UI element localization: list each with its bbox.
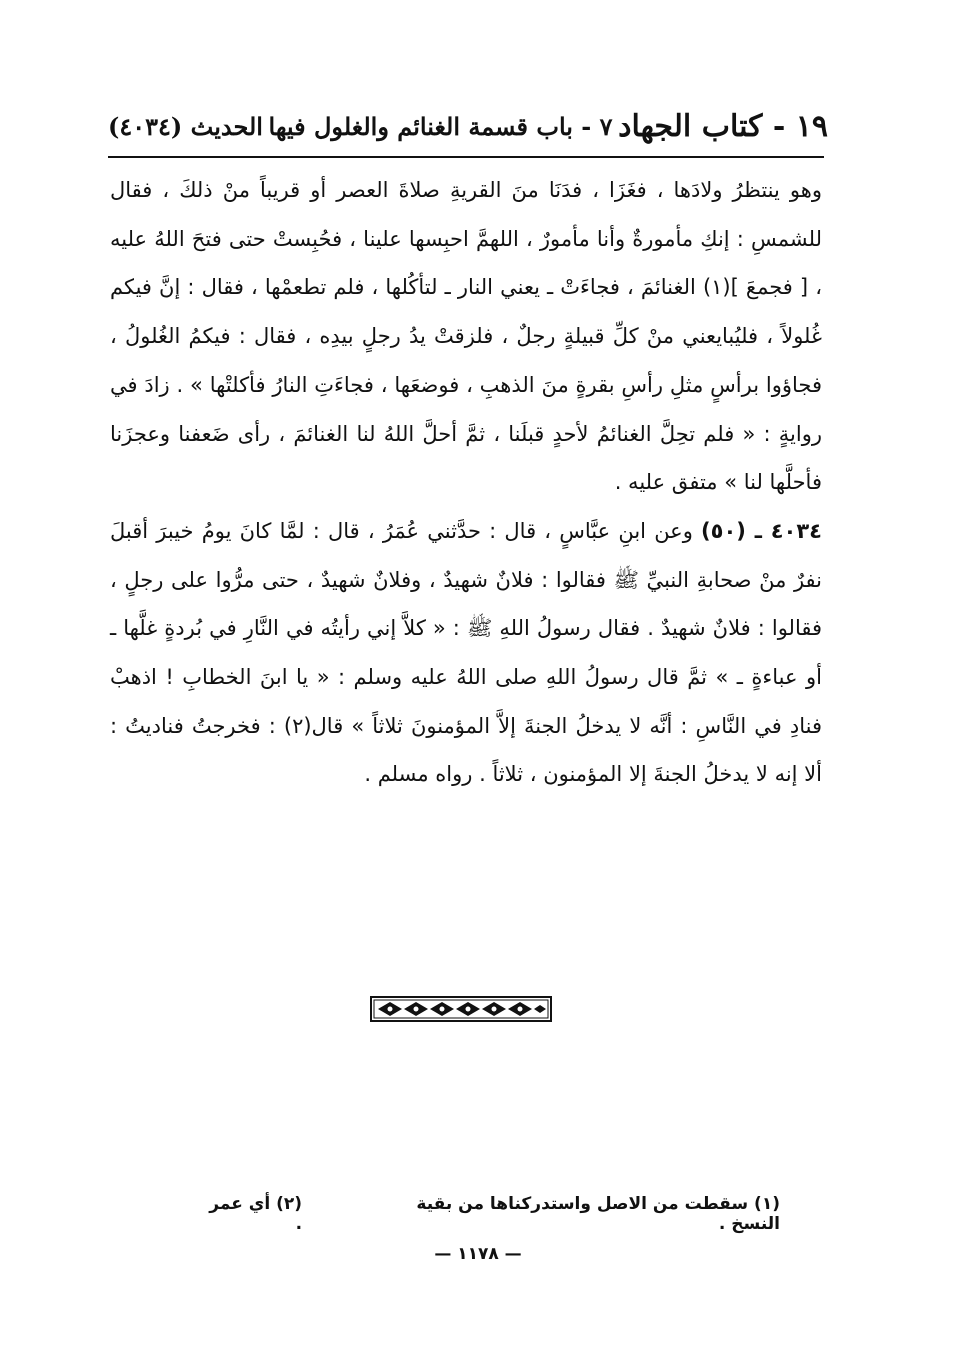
book-title: ١٩ - كتاب الجهاد <box>618 108 828 144</box>
footnotes <box>200 1196 780 1232</box>
hadith-range: الحديث (٤٠٣٤) <box>108 111 263 141</box>
header-rule <box>108 156 824 158</box>
paragraph-continuation: وهو ينتظرُ ولادَها ، فغَزَا ، فدَنَا منَ القريةِ صلاةَ العصر أو قريباً منْ ذلكَ ، فقال للشمسِ : إنكِ مأمورةٌ وأنا مأمورٌ ، اللهمَّ احبِسها علينا ، فحُبِستْ حتى فتحَ اللهُ عليه ، [ فجمعَ ](١) الغنائمَ ، فجاءَتْ ـ يعني النار ـ لتأكُلها ، فلم تطعمْها ، فقال : إنَّ فيكم غُلولاً ، فليُبايعني منْ كلِّ قبيلةٍ رجلٌ ، فلزقتْ يدُ رجلٍ بيدِه ، فقال : فيكمُ الغُلولُ ، فجاؤوا برأسٍ مثلِ رأسِ بقرةٍ منَ الذهبِ ، فوضعَها ، فجاءَتِ النارُ فأكلتْها » . زادَ في روايةٍ : « فلم تحِلَّ الغنائمُ لأحدٍ قبلَنا ، ثمَّ أحلَّ اللهُ لنا الغنائمَ ، رأى ضَعفنا وعجزَنا فأحلَّها لنا » متفق عليه . <box>110 178 823 495</box>
ornamental-divider <box>370 996 552 1022</box>
chapter-title: ٧ - باب قسمة الغنائم والغلول فيها <box>268 111 613 141</box>
hadith-number: ٤٠٣٤ ـ (٥٠) <box>701 518 822 543</box>
footnote-1: (١) سقطت من الاصل واستدركناها من بقية النسخ . <box>416 1194 780 1234</box>
running-header <box>108 100 828 152</box>
ornament-icon <box>370 996 552 1022</box>
paragraph-hadith-4034 <box>110 507 822 799</box>
page-number: — ١١٧٨ — <box>434 1244 522 1264</box>
footnote-2: (٢) أي عمر . <box>209 1194 303 1234</box>
main-text <box>110 166 822 799</box>
hadith-text: وعن ابنِ عبَّاسٍ ، قال : حدَّثني عُمَرُ ، قال : لمَّا كانَ يومُ خيبرَ أقبلَ نفرٌ منْ صحابةِ النبيِّ ﷺ فقالوا : فلانٌ شهيدٌ ، وفلانٌ شهيدٌ ، حتى مرُّوا على رجلٍ ، فقالوا : فلانٌ شهيدٌ . فقال رسولُ اللهِ ﷺ : « كلاَّ إني رأيتُه في النَّارِ في بُردةٍ غلَّها ـ أو عباءةٍ ـ » ثمَّ قال رسولُ اللهِ صلى اللهُ عليه وسلم : « يا ابنَ الخطابِ ! اذهبْ فنادِ في النَّاسِ : أنَّه لا يدخلُ الجنةَ إلاَّ المؤمنونَ ثلاثاً » قال(٢) : فخرجتُ فناديتُ : ألا إنه لا يدخلُ الجنةَ إلا المؤمنون ، ثلاثاً . رواه مسلم . <box>110 518 822 787</box>
